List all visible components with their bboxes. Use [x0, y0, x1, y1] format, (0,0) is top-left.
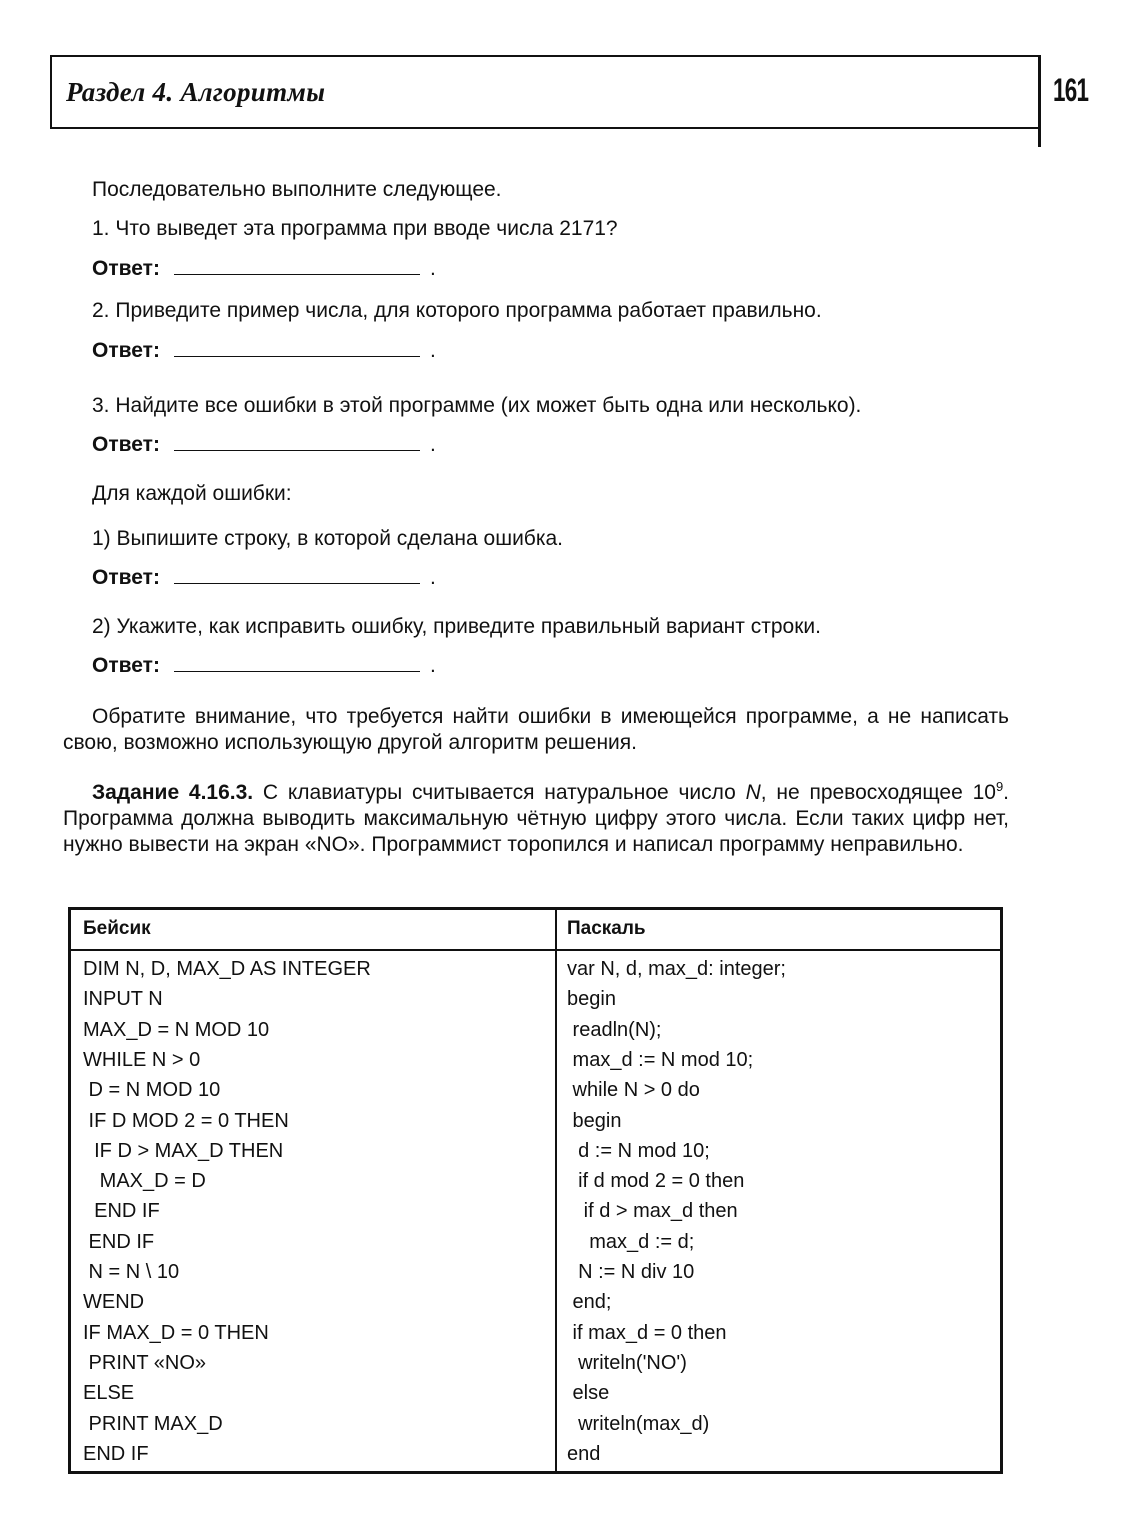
header-rule	[1038, 55, 1041, 147]
basic-code-line: PRINT MAX_D	[83, 1412, 223, 1435]
basic-code-line: WEND	[83, 1291, 145, 1314]
pascal-code-line: max_d := N mod 10;	[567, 1048, 754, 1071]
answer-5	[92, 653, 436, 678]
answer-label: Ответ:	[92, 257, 160, 280]
pascal-code-line: max_d := d;	[567, 1230, 695, 1253]
header-divider	[71, 949, 1000, 951]
answer-blank[interactable]	[174, 338, 420, 357]
answer-dot: .	[429, 566, 436, 589]
pascal-code-line: writeln('NO')	[567, 1351, 687, 1374]
basic-code-line: IF D MOD 2 = 0 THEN	[83, 1109, 289, 1132]
answer-blank[interactable]	[174, 432, 420, 451]
basic-code-line: ELSE	[83, 1382, 135, 1405]
basic-code-line: DIM N, D, MAX_D AS INTEGER	[83, 958, 371, 980]
answer-blank[interactable]	[174, 565, 420, 584]
basic-code-line: END IF	[83, 1442, 149, 1465]
code-table	[68, 907, 1003, 1474]
note-paragraph	[63, 704, 1009, 756]
task-text-b: , не превосходящее 10	[760, 781, 996, 804]
basic-code-line: WHILE N > 0	[83, 1048, 201, 1071]
answer-label: Ответ:	[92, 433, 160, 456]
note-text: Обратите внимание, что требуется найти ошибки в имеющейся программе, а не написать свою, возможно использующую другой алгоритм решения.	[63, 705, 1009, 754]
basic-code-line: END IF	[83, 1200, 160, 1223]
answer-4	[92, 565, 436, 590]
answer-blank[interactable]	[174, 256, 420, 275]
basic-code-line: MAX_D = N MOD 10	[83, 1018, 270, 1041]
basic-column-header: Бейсик	[83, 918, 151, 939]
question-2: 2. Приведите пример числа, для которого программа работает правильно.	[92, 299, 822, 322]
column-divider	[555, 910, 557, 1471]
task-label: Задание 4.16.3.	[92, 781, 254, 804]
subtask-1: 1) Выпишите строку, в которой сделана ошибка.	[92, 527, 563, 550]
answer-dot: .	[429, 257, 436, 280]
answer-2	[92, 338, 436, 363]
basic-code-line: N = N \ 10	[83, 1261, 180, 1283]
answer-dot: .	[429, 433, 436, 456]
pascal-code-line: if d mod 2 = 0 then	[567, 1170, 745, 1193]
basic-code-line: MAX_D = D	[83, 1170, 206, 1193]
basic-code-line: END IF	[83, 1230, 155, 1253]
pascal-code-line: end;	[567, 1291, 612, 1314]
task-text-c: . Программа должна выводить максимальную чётную цифру этого числа. Если таких цифр нет, нужно вывести на экран «NO». Программист торопился и написал программу неправильно.	[63, 781, 1010, 856]
pascal-code-line: if d > max_d then	[567, 1200, 738, 1223]
pascal-code-line: writeln(max_d)	[567, 1412, 710, 1435]
section-title: Раздел 4. Алгоритмы	[66, 77, 326, 107]
pascal-code-line: if max_d = 0 then	[567, 1321, 727, 1344]
basic-code-line: INPUT N	[83, 988, 163, 1011]
question-3: 3. Найдите все ошибки в этой программе (их может быть одна или несколько).	[92, 394, 862, 417]
question-1: 1. Что выведет эта программа при вводе числа 2171?	[92, 217, 618, 240]
pascal-code-line: d := N mod 10;	[567, 1139, 710, 1162]
page-number: 161	[1053, 72, 1089, 108]
answer-dot: .	[429, 654, 436, 677]
pascal-code-line: var N, d, max_d: integer;	[567, 958, 786, 980]
answer-3	[92, 432, 436, 457]
answer-blank[interactable]	[174, 653, 420, 672]
pascal-code-line: else	[567, 1382, 610, 1405]
pascal-code-line: begin	[567, 1109, 622, 1132]
pascal-code-line: end	[567, 1442, 601, 1465]
answer-1	[92, 256, 436, 281]
basic-code-line: IF D > MAX_D THEN	[83, 1139, 284, 1162]
subtask-2: 2) Укажите, как исправить ошибку, приведите правильный вариант строки.	[92, 615, 821, 638]
answer-label: Ответ:	[92, 654, 160, 677]
for-each-error: Для каждой ошибки:	[92, 482, 292, 505]
task-exponent: 9	[995, 779, 1004, 794]
basic-code-line: PRINT «NO»	[83, 1351, 206, 1374]
pascal-code-line: while N > 0 do	[567, 1079, 700, 1102]
answer-dot: .	[429, 339, 436, 362]
section-header	[50, 55, 1040, 129]
answer-label: Ответ:	[92, 566, 160, 589]
intro-text: Последовательно выполните следующее.	[92, 178, 502, 201]
basic-code-line: D = N MOD 10	[83, 1079, 221, 1102]
pascal-column-header: Паскаль	[567, 918, 646, 939]
answer-label: Ответ:	[92, 339, 160, 362]
pascal-code-line: readln(N);	[567, 1018, 662, 1041]
pascal-code-line: N := N div 10	[567, 1261, 695, 1283]
task-var-n: N	[745, 781, 761, 804]
pascal-code-line: begin	[567, 988, 616, 1011]
basic-code-line: IF MAX_D = 0 THEN	[83, 1321, 269, 1344]
task-text-a: С клавиатуры считывается натуральное число	[253, 781, 746, 804]
task-paragraph	[63, 774, 1009, 858]
